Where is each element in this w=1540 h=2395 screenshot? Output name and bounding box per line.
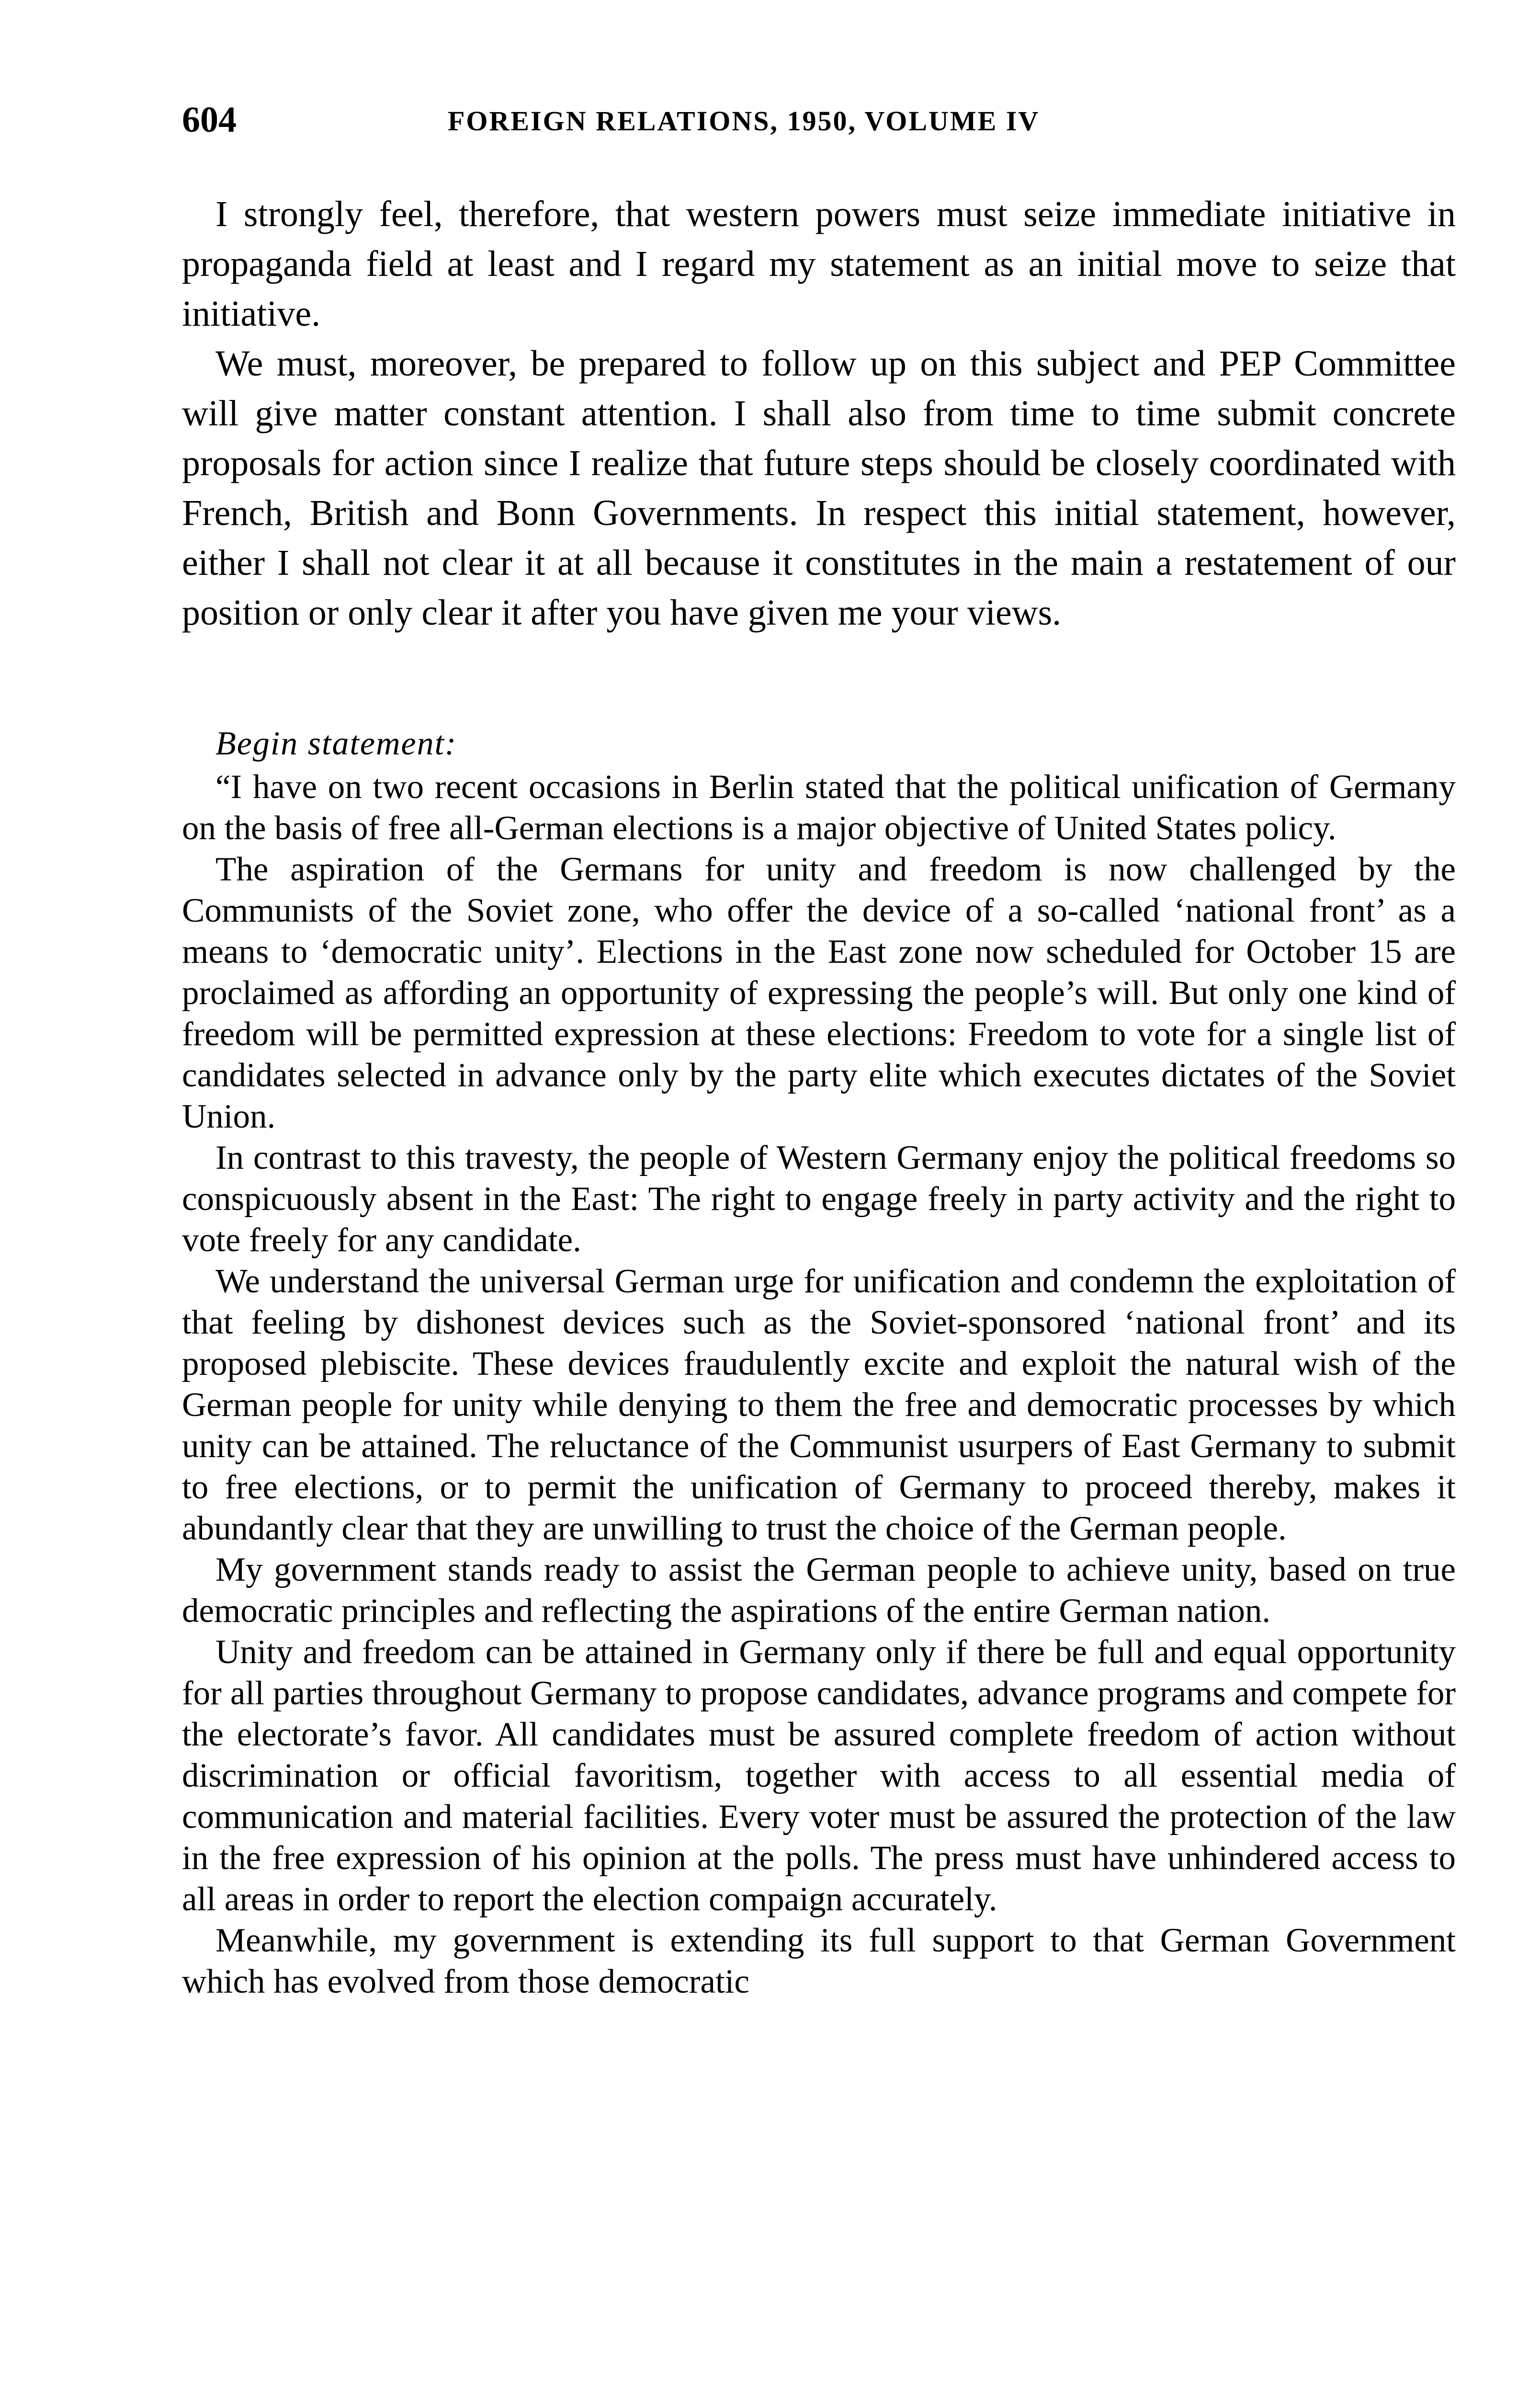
running-title: FOREIGN RELATIONS, 1950, VOLUME IV: [448, 105, 1040, 137]
statement-paragraph: The aspiration of the Germans for unity and freedom is now challenged by the Communists of the Soviet zone, who offer the device of a so-called ‘national front’ as a means to ‘democratic unity’. Elections in the East zone now scheduled for October 15 are proclaimed as affording an opportunity of expressing the people’s will. But only one kind of freedom will be permitted expression at these elections: Freedom to vote for a single list of candidates selected in advance only by the party elite which executes dictates of the Soviet Union.: [182, 851, 1456, 1135]
statement-paragraph: In contrast to this travesty, the people of Western Germany enjoy the political freedoms so conspicuously absent in the East: The right to engage freely in party activity and the right to vote freely for any candidate.: [182, 1139, 1456, 1259]
statement-paragraph: “I have on two recent occasions in Berlin stated that the political unification of Germany on the basis of free all-German elections is a major objective of United States policy.: [182, 768, 1456, 847]
statement-paragraph: My government stands ready to assist the German people to achieve unity, based on true democratic principles and reflecting the aspirations of the entire German nation.: [182, 1551, 1456, 1630]
statement-paragraph: Meanwhile, my government is extending its full support to that German Government which has evolved from those democratic: [182, 1922, 1456, 2000]
statement-paragraph: Unity and freedom can be attained in Germany only if there be full and equal opportunity for all parties throughout Germany to propose candidates, advance programs and compete for the electorate’s favor. All candidates must be assured complete freedom of action without discrimination or official favoritism, together with access to all essential media of communication and material facilities. Every voter must be assured the protection of the law in the free expression of his opinion at the polls. The press must have unhindered access to all areas in order to report the election compaign accurately.: [182, 1633, 1456, 1918]
letter-paragraph: We must, moreover, be prepared to follow up on this subject and PEP Committee will give matter constant attention. I shall also from time to time submit concrete proposals for action since I realize that future steps should be closely coordinated with French, British and Bonn Governments. In respect this initial statement, however, either I shall not clear it at all because it constitutes in the main a restatement of our position or only clear it after you have given me your views.: [182, 343, 1456, 633]
statement-label: Begin statement:: [215, 725, 457, 762]
statement-body: [182, 766, 1456, 2002]
page-header: [182, 98, 1465, 141]
page-number: 604: [182, 100, 237, 140]
letter-body: [182, 189, 1456, 638]
letter-paragraph: I strongly feel, therefore, that western powers must seize immediate initiative in propaganda field at least and I regard my statement as an initial move to seize that initiative.: [182, 194, 1456, 334]
statement-paragraph: We understand the universal German urge for unification and condemn the exploitation of that feeling by dishonest devices such as the Soviet-sponsored ‘national front’ and its proposed plebiscite. These devices fraudulently excite and exploit the natural wish of the German people for unity while denying to them the free and democratic processes by which unity can be attained. The reluctance of the Communist usurpers of East Germany to submit to free elections, or to permit the unification of Germany to proceed thereby, makes it abundantly clear that they are unwilling to trust the choice of the German people.: [182, 1263, 1456, 1547]
